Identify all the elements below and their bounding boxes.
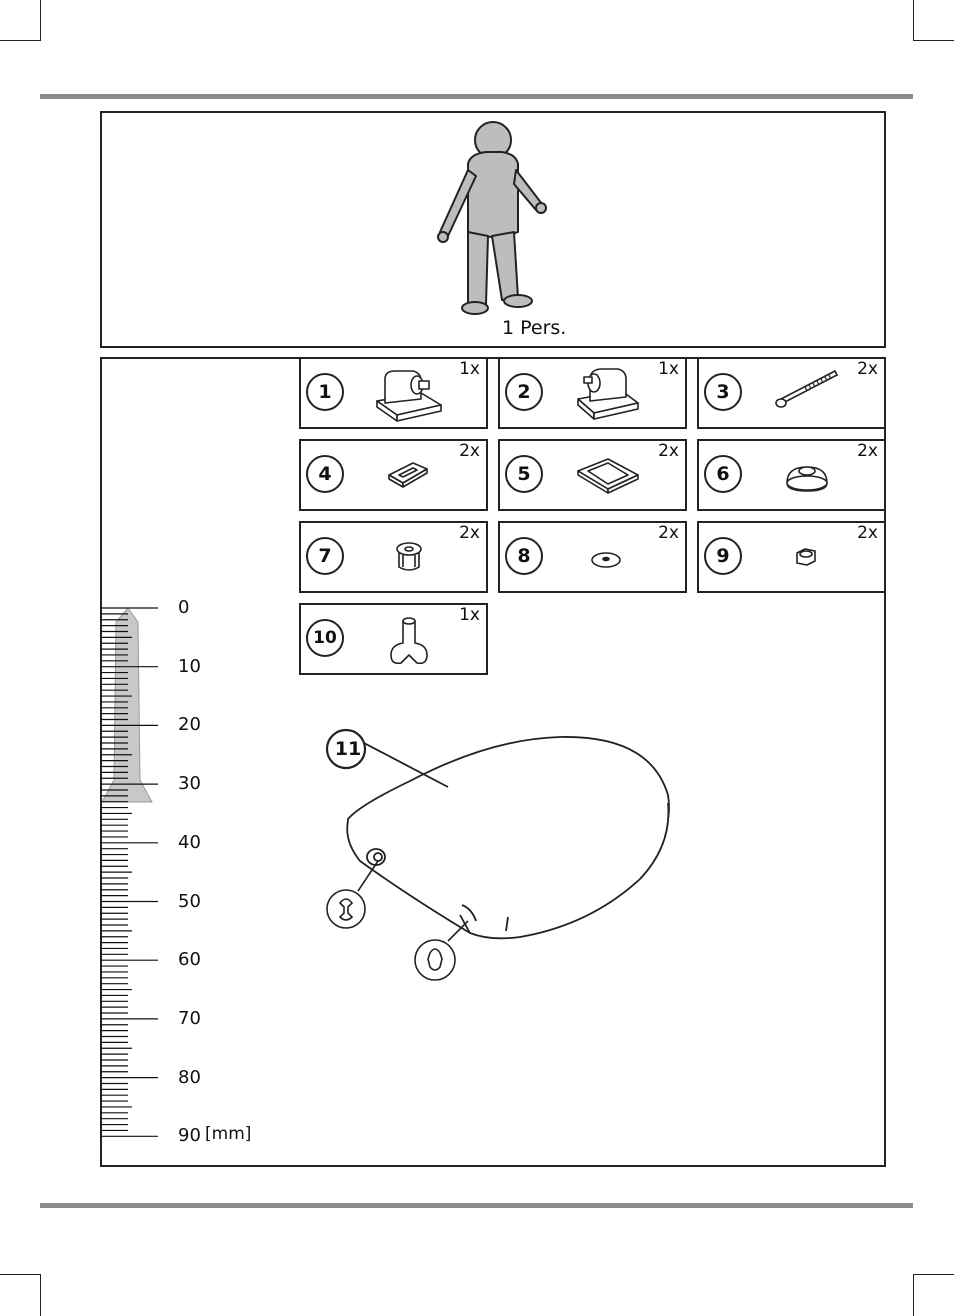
part-number-3: 3 [704,373,742,411]
ruler-tick-label: 50 [178,890,201,912]
part-7 [299,521,488,593]
part-number-8: 8 [505,537,543,575]
part-2 [498,357,687,429]
part-4 [299,439,488,511]
part-1 [299,357,488,429]
ruler-tick-label: 20 [178,714,201,736]
part-number-7: 7 [306,537,344,575]
persons-label: 1 Pers. [502,317,567,339]
slotted-washer-icon [361,445,451,507]
part-quantity-10: 1x [459,605,480,625]
crop-mark-bottom-right [913,1274,954,1316]
cone-washer-icon [759,445,849,507]
part-quantity-1: 1x [459,359,480,379]
part-quantity-6: 2x [857,441,878,461]
part-quantity-8: 2x [658,523,679,543]
ruler-tick-label: 90 [178,1125,201,1147]
crop-mark-bottom-left [0,1274,41,1316]
part-number-1: 1 [306,373,344,411]
ruler-unit: [mm] [205,1124,252,1144]
toilet-seat-icon [320,725,680,985]
top-rule [40,94,913,99]
bottom-rule [40,1203,913,1208]
part-quantity-3: 2x [857,359,878,379]
part-5 [498,439,687,511]
part-number-2: 2 [505,373,543,411]
hex-nut-icon [759,527,849,589]
ruler-tick-label: 10 [178,655,201,677]
part-quantity-7: 2x [459,523,480,543]
rubber-gasket-icon [560,445,650,507]
seat-number: 11 [334,738,362,760]
crop-mark-top-left [0,0,41,41]
ruler-tick-label: 80 [178,1066,201,1088]
part-10 [299,603,488,675]
ruler-tick-label: 0 [178,597,190,618]
part-8 [498,521,687,593]
part-quantity-2: 1x [658,359,679,379]
part-number-10: 10 [306,619,344,657]
wing-wrench-icon [361,609,451,671]
person-icon [430,118,550,318]
ruler-tick-label: 30 [178,773,201,795]
ruler-tick-label: 60 [178,949,201,971]
expansion-plug-icon [361,527,451,589]
part-6 [697,439,886,511]
part-number-4: 4 [306,455,344,493]
bolt-icon [759,363,849,425]
part-quantity-4: 2x [459,441,480,461]
part-number-6: 6 [704,455,742,493]
flat-washer-icon [560,527,650,589]
part-3 [697,357,886,429]
hinge-right-icon [560,363,650,425]
ruler-scale [100,600,170,1150]
crop-mark-top-right [913,0,954,41]
hinge-left-icon [361,363,451,425]
part-number-5: 5 [505,455,543,493]
part-quantity-5: 2x [658,441,679,461]
part-quantity-9: 2x [857,523,878,543]
ruler-tick-label: 70 [178,1007,201,1029]
part-number-9: 9 [704,537,742,575]
ruler-tick-label: 40 [178,831,201,853]
part-9 [697,521,886,593]
